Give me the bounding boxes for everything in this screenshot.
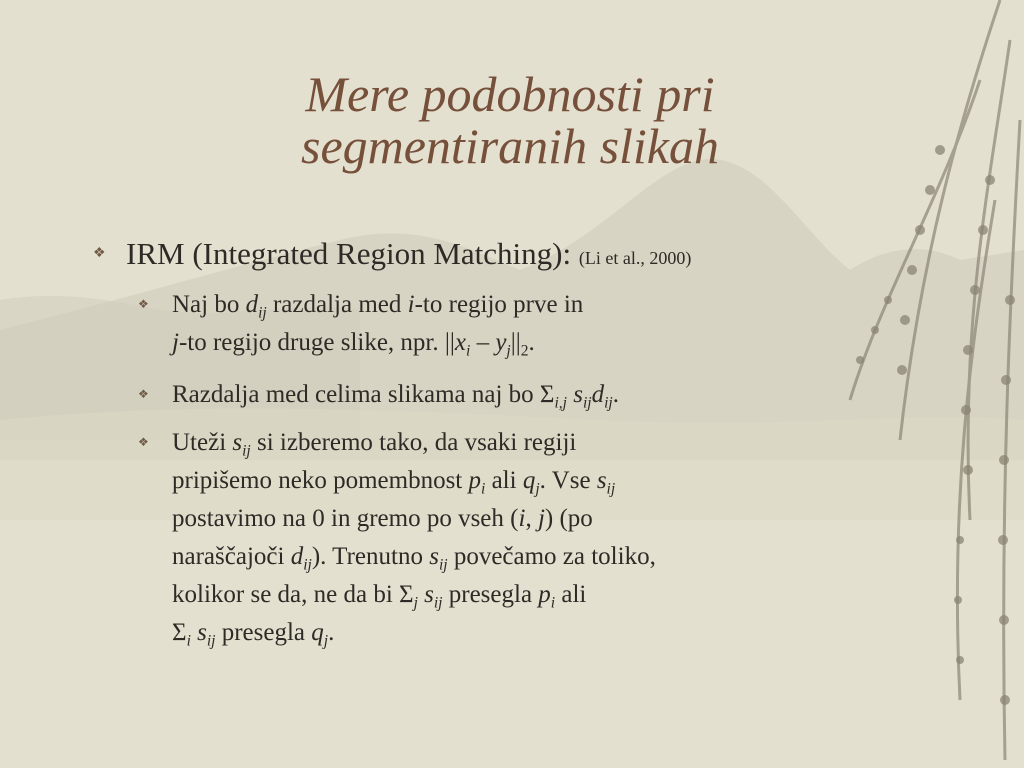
var-q: q	[311, 619, 324, 646]
var-d: d	[591, 381, 605, 408]
var-s: s	[566, 381, 583, 408]
sub-bullet-3	[138, 424, 838, 652]
var-d: d	[245, 291, 259, 318]
text: ali	[485, 467, 523, 494]
var-x: x	[454, 329, 466, 356]
four-diamond-bullet-icon: ❖	[138, 297, 149, 311]
text: naraščajoči	[172, 543, 291, 570]
var-i: i	[407, 291, 415, 318]
text: .	[612, 381, 619, 408]
subscript: j	[413, 594, 418, 612]
text: ali	[555, 581, 587, 608]
text: ,	[525, 505, 538, 532]
four-diamond-bullet-icon: ❖	[93, 246, 106, 261]
var-y: y	[495, 329, 507, 356]
subscript: ij	[604, 394, 613, 412]
subscript: j	[323, 632, 329, 650]
text: ). Trenutno	[311, 543, 430, 570]
var-d: d	[290, 543, 304, 570]
text: presegla	[442, 581, 539, 608]
text: .	[328, 619, 335, 646]
subscript: i	[550, 594, 556, 612]
var-s: s	[429, 543, 439, 570]
main-bullet-citation: (Li et al., 2000)	[578, 248, 692, 268]
subscript: j	[506, 342, 511, 360]
text: .	[528, 329, 535, 356]
title-line-1: Mere podobnosti pri	[305, 66, 715, 122]
subscript: i,j	[554, 394, 567, 412]
subscript: ij	[242, 442, 251, 460]
text: Razdalja med celima slikama naj bo Σ	[172, 381, 555, 408]
text: -to regijo prve in	[414, 291, 584, 318]
subscript: ij	[438, 556, 448, 574]
subscript: i	[186, 632, 191, 650]
var-s: s	[232, 429, 243, 456]
text: razdalja med	[266, 291, 408, 318]
text: Naj bo	[172, 291, 246, 318]
four-diamond-bullet-icon: ❖	[138, 435, 149, 449]
text: . Vse	[539, 467, 597, 494]
text: povečamo za toliko,	[447, 543, 656, 570]
main-bullet-text: IRM (Integrated Region Matching):	[126, 236, 572, 271]
var-s: s	[424, 581, 434, 608]
text: ||	[510, 329, 521, 356]
text: presegla	[215, 619, 312, 646]
subscript: ij	[206, 632, 216, 650]
text: postavimo na 0 in gremo po vseh (	[172, 505, 519, 532]
text: kolikor se da, ne da bi Σ	[172, 581, 414, 608]
subscript: i	[466, 342, 471, 360]
var-p: p	[538, 581, 551, 608]
text: Uteži	[172, 429, 233, 456]
text: –	[470, 329, 496, 356]
var-j: j	[537, 505, 545, 532]
var-s: s	[197, 619, 207, 646]
text: pripišemo neko pomembnost	[172, 467, 469, 494]
subscript: ij	[303, 556, 312, 574]
text: Σ	[172, 619, 187, 646]
four-diamond-bullet-icon: ❖	[138, 387, 149, 401]
slide-title	[150, 68, 870, 172]
subscript: 2	[520, 342, 529, 360]
var-q: q	[522, 467, 536, 494]
subscript: ij	[258, 304, 267, 322]
title-line-2: segmentiranih slikah	[300, 118, 720, 174]
text: -to regijo druge slike, npr. ||	[178, 329, 455, 356]
sub-bullet-2	[138, 376, 838, 414]
subscript: j	[535, 480, 540, 498]
subscript: i	[481, 480, 486, 498]
text: si izberemo tako, da vsaki regiji	[250, 429, 577, 456]
subscript: ij	[582, 394, 592, 412]
var-p: p	[468, 467, 481, 494]
var-s: s	[596, 467, 607, 494]
var-j: j	[172, 329, 179, 356]
subscript: ij	[433, 594, 443, 612]
main-bullet	[93, 232, 893, 280]
text: ) (po	[544, 505, 593, 532]
var-i: i	[518, 505, 526, 532]
subscript: ij	[606, 480, 616, 498]
sub-bullet-1	[138, 286, 838, 362]
